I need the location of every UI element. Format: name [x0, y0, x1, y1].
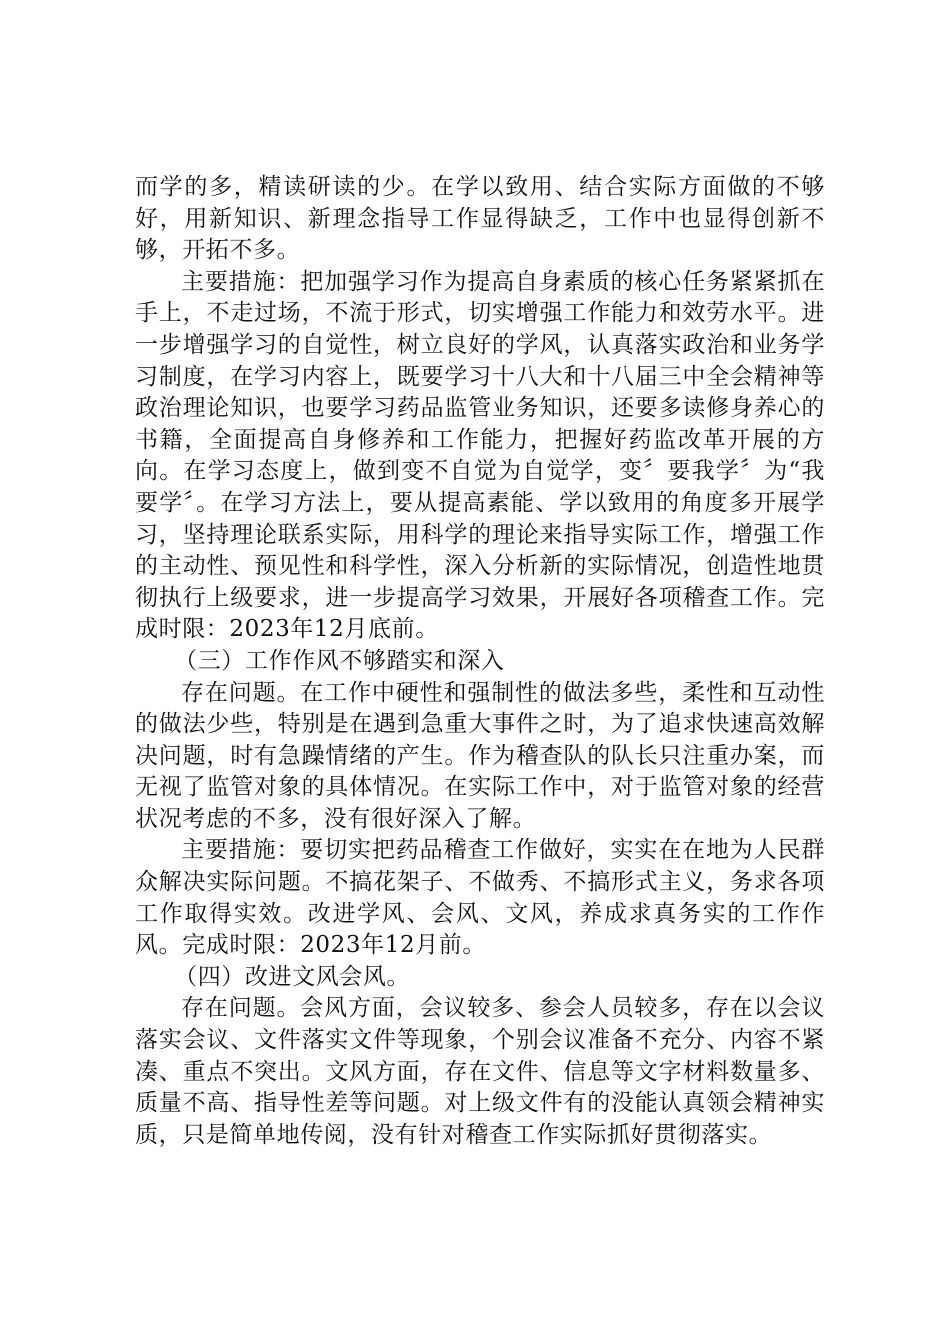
- document-page: [135, 172, 825, 1151]
- paragraph-work-style-problems: 存在问题。在工作中硬性和强制性的做法多些，柔性和互动性的做法少些，特别是在遇到急重大事件之时，为了追求快速高效解决问题，时有急躁情绪的产生。作为稽查队的队长只注重办案，而无视了监管对象的具体情况。在实际工作中，对于监管对象的经营状况考虑的不多，没有很好深入了解。: [135, 679, 825, 832]
- paragraph-meeting-style-problems: 存在问题。会风方面，会议较多、参会人员较多，存在以会议落实会议、文件落实文件等现象，个别会议准备不充分、内容不紧凑、重点不突出。文风方面，存在文件、信息等文字材料数量多、质量不高、指导性差等问题。对上级文件有的没能认真领会精神实质，只是简单地传阅，没有针对稽查工作实际抓好贯彻落实。: [135, 995, 825, 1148]
- paragraph-work-style-measures: 主要措施：要切实把药品稽查工作做好，实实在在地为人民群众解决实际问题。不搞花架子、不做秀、不搞形式主义，务求各项工作取得实效。改进学风、会风、文风，养成求真务实的工作作风。完成时限：2023年12月前。: [135, 837, 825, 959]
- paragraph-study-measures: 主要措施：把加强学习作为提高自身素质的核心任务紧紧抓在手上，不走过场，不流于形式，切实增强工作能力和效劳水平。进一步增强学习的自觉性，树立良好的学风，认真落实政治和业务学习制度，在学习内容上，既要学习十八大和十八届三中全会精神等政治理论知识，也要学习药品监管业务知识，还要多读修身养心的书籍，全面提高自身修养和工作能力，把握好药监改革开展的方向。在学习态度上，做到变不自觉为自觉学，变〞要我学〞为“我要学〞。在学习方法上，要从提高素能、学以致用的角度多开展学习，坚持理论联系实际，用科学的理论来指导实际工作，增强工作的主动性、预见性和科学性，深入分析新的实际情况，创造性地贯彻执行上级要求，进一步提高学习效果，开展好各项稽查工作。完成时限：2023年12月底前。: [135, 268, 825, 643]
- section-heading-work-style: （三）工作作风不够踏实和深入: [174, 647, 505, 674]
- paragraph-study-shortcomings: 而学的多，精读研读的少。在学以致用、结合实际方面做的不够好，用新知识、新理念指导工作显得缺乏，工作中也显得创新不够，开拓不多。: [135, 174, 825, 264]
- section-heading-meeting-style: （四）改进文风会风。: [174, 963, 411, 990]
